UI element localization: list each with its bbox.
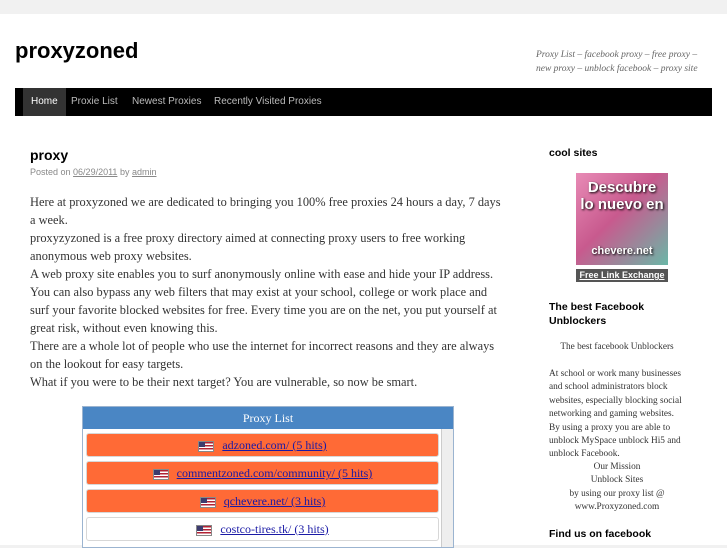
us-flag-icon [153,469,169,480]
main-navigation [15,88,712,116]
mission-line: Unblock Sites [590,475,644,486]
proxy-list-title: Proxy List [83,407,453,429]
post-title[interactable]: proxy [30,147,69,163]
nav-proxie-list[interactable]: Proxie List [71,96,118,107]
post-date-link[interactable]: 06/29/2011 [73,167,118,177]
us-flag-icon [200,497,216,508]
meta-prefix: Posted on [30,167,71,177]
free-link-exchange-link[interactable]: Free Link Exchange [576,269,668,282]
nav-home[interactable]: Home [23,88,66,116]
mission-block [549,461,685,515]
proxy-list-scrollbar[interactable] [441,429,453,547]
proxy-link[interactable]: commentzoned.com/community/ (5 hits) [176,466,373,480]
nav-newest-proxies[interactable]: Newest Proxies [132,96,202,107]
proxy-link[interactable]: adzoned.com/ (5 hits) [222,438,327,452]
post-author-link[interactable]: admin [131,167,157,177]
mission-line: www.Proxyzoned.com [574,502,660,513]
chevere-banner[interactable] [576,173,668,265]
paragraph: proxyzyzoned is a free proxy directory aimed at connecting proxy users to free working anonymous web proxy websites. [30,231,466,263]
paragraph: Here at proxyzoned we are dedicated to bringing you 100% free proxies 24 hours a day, 7 days a week. [30,195,501,227]
proxy-row [86,461,439,485]
fb-description: At school or work many businesses and school administrators block websites, especially blocking social networking and gaming websites. By using a proxy you are able to unblock MySpace unblock Hi5 and unblock Facebook. [549,369,682,460]
paragraph: A web proxy site enables you to surf anonymously online with ease and hide your IP address. You can also bypass any web filters that may exist at your school, college or work place and surf your favorite blocked websites for free. Every time you are on the net, you put yourself at great risk, without even knowing this. [30,267,497,335]
proxy-row [86,433,439,457]
cool-sites-heading: cool sites [549,147,598,159]
nav-recently-visited[interactable]: Recently Visited Proxies [214,96,322,107]
proxy-link[interactable]: qchevere.net/ (3 hits) [223,494,326,508]
find-us-heading: Find us on facebook [549,528,652,540]
meta-by: by [119,167,130,177]
banner-brand: chevere.net [591,245,653,257]
banner-text: Descubre lo nuevo en [580,179,664,213]
site-tagline: Proxy List – facebook proxy – free proxy – new proxy – unblock facebook – proxy site [536,50,698,74]
site-title[interactable]: proxyzoned [15,38,139,63]
proxy-link[interactable]: costco-tires.tk/ (3 hits) [220,522,329,536]
us-flag-icon [198,441,214,452]
paragraph: What if you were to be their next target? You are vulnerable, so now be smart. [30,375,418,389]
post-content [30,193,508,391]
proxy-list-widget [82,406,454,548]
mission-line: by using our proxy list @ [569,488,665,499]
us-flag-icon [196,525,212,536]
proxy-row [86,517,439,541]
paragraph: There are a whole lot of people who use the internet for incorrect reasons and they are always on the lookout for easy targets. [30,339,495,371]
page [0,14,727,545]
proxy-row [86,489,439,513]
post-meta [30,167,157,177]
fb-unblockers-heading: The best Facebook Unblockers [549,301,645,327]
mission-line: Our Mission [593,462,641,472]
fb-subtitle: The best facebook Unblockers [560,342,674,352]
